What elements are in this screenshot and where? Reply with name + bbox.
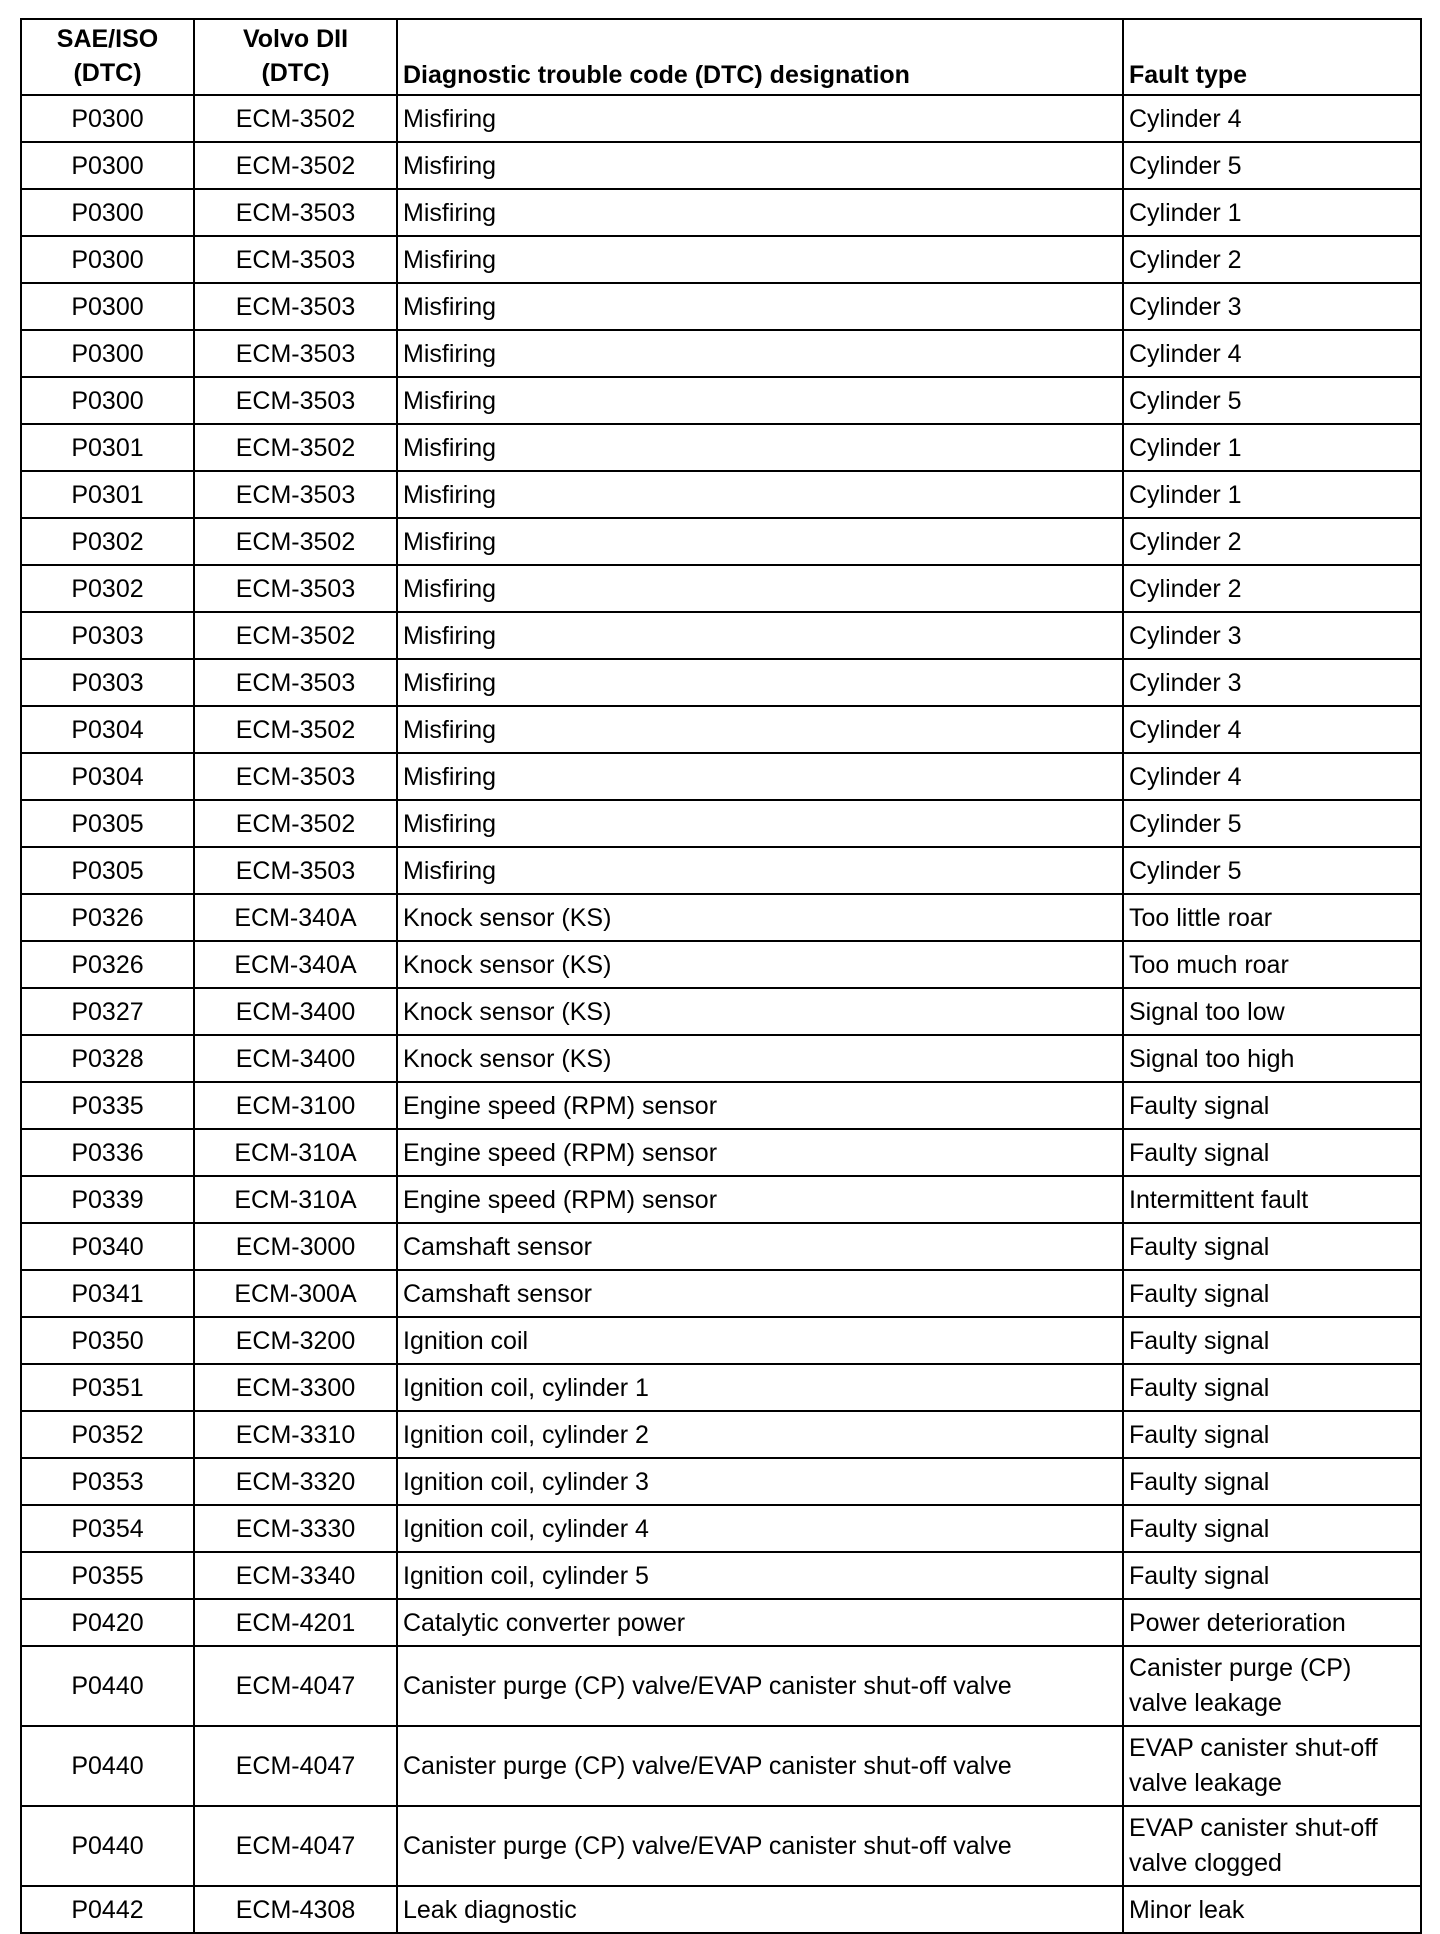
cell-designation: Misfiring bbox=[397, 659, 1123, 706]
cell-designation: Engine speed (RPM) sensor bbox=[397, 1082, 1123, 1129]
cell-volvo-dii-dtc: ECM-3000 bbox=[194, 1223, 397, 1270]
cell-sae-iso-dtc: P0354 bbox=[21, 1505, 194, 1552]
cell-fault-type: Faulty signal bbox=[1123, 1552, 1421, 1599]
cell-designation: Misfiring bbox=[397, 800, 1123, 847]
table-body bbox=[21, 95, 1421, 1933]
cell-volvo-dii-dtc: ECM-340A bbox=[194, 894, 397, 941]
cell-sae-iso-dtc: P0352 bbox=[21, 1411, 194, 1458]
header-volvo-line2: (DTC) bbox=[261, 59, 330, 87]
cell-volvo-dii-dtc: ECM-3502 bbox=[194, 518, 397, 565]
cell-volvo-dii-dtc: ECM-4308 bbox=[194, 1886, 397, 1933]
table-row bbox=[21, 941, 1421, 988]
cell-designation: Engine speed (RPM) sensor bbox=[397, 1176, 1123, 1223]
cell-designation: Misfiring bbox=[397, 95, 1123, 142]
cell-volvo-dii-dtc: ECM-3503 bbox=[194, 753, 397, 800]
cell-designation: Ignition coil, cylinder 5 bbox=[397, 1552, 1123, 1599]
table-row bbox=[21, 377, 1421, 424]
cell-volvo-dii-dtc: ECM-3503 bbox=[194, 189, 397, 236]
cell-volvo-dii-dtc: ECM-3503 bbox=[194, 471, 397, 518]
cell-sae-iso-dtc: P0326 bbox=[21, 894, 194, 941]
cell-sae-iso-dtc: P0440 bbox=[21, 1806, 194, 1886]
table-row bbox=[21, 1035, 1421, 1082]
table-row bbox=[21, 1806, 1421, 1886]
cell-fault-type: Cylinder 5 bbox=[1123, 377, 1421, 424]
cell-sae-iso-dtc: P0336 bbox=[21, 1129, 194, 1176]
cell-sae-iso-dtc: P0300 bbox=[21, 377, 194, 424]
cell-sae-iso-dtc: P0442 bbox=[21, 1886, 194, 1933]
cell-designation: Ignition coil, cylinder 1 bbox=[397, 1364, 1123, 1411]
cell-volvo-dii-dtc: ECM-3502 bbox=[194, 142, 397, 189]
cell-sae-iso-dtc: P0353 bbox=[21, 1458, 194, 1505]
table-row bbox=[21, 471, 1421, 518]
cell-volvo-dii-dtc: ECM-3400 bbox=[194, 1035, 397, 1082]
cell-fault-type: Too much roar bbox=[1123, 941, 1421, 988]
cell-designation: Misfiring bbox=[397, 706, 1123, 753]
cell-sae-iso-dtc: P0305 bbox=[21, 800, 194, 847]
table-row bbox=[21, 189, 1421, 236]
cell-designation: Camshaft sensor bbox=[397, 1223, 1123, 1270]
cell-sae-iso-dtc: P0300 bbox=[21, 283, 194, 330]
cell-fault-type: Faulty signal bbox=[1123, 1364, 1421, 1411]
cell-fault-type: Intermittent fault bbox=[1123, 1176, 1421, 1223]
table-row bbox=[21, 988, 1421, 1035]
cell-designation: Camshaft sensor bbox=[397, 1270, 1123, 1317]
cell-designation: Ignition coil, cylinder 2 bbox=[397, 1411, 1123, 1458]
cell-fault-type: Cylinder 4 bbox=[1123, 330, 1421, 377]
cell-sae-iso-dtc: P0303 bbox=[21, 612, 194, 659]
cell-designation: Misfiring bbox=[397, 471, 1123, 518]
cell-designation: Misfiring bbox=[397, 565, 1123, 612]
cell-designation: Misfiring bbox=[397, 236, 1123, 283]
cell-volvo-dii-dtc: ECM-4201 bbox=[194, 1599, 397, 1646]
cell-volvo-dii-dtc: ECM-3503 bbox=[194, 236, 397, 283]
header-row bbox=[21, 19, 1421, 95]
table-row bbox=[21, 800, 1421, 847]
cell-sae-iso-dtc: P0303 bbox=[21, 659, 194, 706]
table-row bbox=[21, 424, 1421, 471]
header-volvo-dii-dtc bbox=[194, 19, 397, 95]
cell-volvo-dii-dtc: ECM-3503 bbox=[194, 283, 397, 330]
header-sae-iso-dtc bbox=[21, 19, 194, 95]
cell-sae-iso-dtc: P0300 bbox=[21, 236, 194, 283]
cell-fault-type: Faulty signal bbox=[1123, 1458, 1421, 1505]
cell-sae-iso-dtc: P0328 bbox=[21, 1035, 194, 1082]
cell-sae-iso-dtc: P0327 bbox=[21, 988, 194, 1035]
cell-fault-type: Canister purge (CP) valve leakage bbox=[1123, 1646, 1421, 1726]
cell-designation: Misfiring bbox=[397, 377, 1123, 424]
table-row bbox=[21, 1646, 1421, 1726]
cell-fault-type: EVAP canister shut-off valve leakage bbox=[1123, 1726, 1421, 1806]
table-row bbox=[21, 659, 1421, 706]
cell-sae-iso-dtc: P0340 bbox=[21, 1223, 194, 1270]
table-row bbox=[21, 1176, 1421, 1223]
cell-volvo-dii-dtc: ECM-310A bbox=[194, 1129, 397, 1176]
header-volvo-line1: Volvo DII bbox=[242, 25, 349, 53]
cell-volvo-dii-dtc: ECM-3200 bbox=[194, 1317, 397, 1364]
dtc-table bbox=[20, 18, 1422, 1934]
cell-sae-iso-dtc: P0305 bbox=[21, 847, 194, 894]
table-header bbox=[21, 19, 1421, 95]
header-fault-type: Fault type bbox=[1123, 19, 1421, 95]
table-row bbox=[21, 518, 1421, 565]
cell-designation: Canister purge (CP) valve/EVAP canister shut-off valve bbox=[397, 1726, 1123, 1806]
table-row bbox=[21, 1458, 1421, 1505]
cell-volvo-dii-dtc: ECM-3502 bbox=[194, 95, 397, 142]
cell-designation: Leak diagnostic bbox=[397, 1886, 1123, 1933]
cell-fault-type: Signal too low bbox=[1123, 988, 1421, 1035]
table-row bbox=[21, 1223, 1421, 1270]
cell-fault-type: Cylinder 4 bbox=[1123, 95, 1421, 142]
cell-fault-type: Minor leak bbox=[1123, 1886, 1421, 1933]
cell-designation: Misfiring bbox=[397, 612, 1123, 659]
table-row bbox=[21, 236, 1421, 283]
cell-fault-type: Cylinder 3 bbox=[1123, 283, 1421, 330]
cell-sae-iso-dtc: P0355 bbox=[21, 1552, 194, 1599]
cell-sae-iso-dtc: P0304 bbox=[21, 753, 194, 800]
cell-designation: Misfiring bbox=[397, 753, 1123, 800]
cell-sae-iso-dtc: P0420 bbox=[21, 1599, 194, 1646]
table-row bbox=[21, 142, 1421, 189]
cell-designation: Canister purge (CP) valve/EVAP canister shut-off valve bbox=[397, 1646, 1123, 1726]
cell-fault-type: Cylinder 3 bbox=[1123, 659, 1421, 706]
cell-volvo-dii-dtc: ECM-3502 bbox=[194, 800, 397, 847]
cell-fault-type: Faulty signal bbox=[1123, 1129, 1421, 1176]
cell-designation: Misfiring bbox=[397, 330, 1123, 377]
cell-sae-iso-dtc: P0301 bbox=[21, 471, 194, 518]
table-row bbox=[21, 1599, 1421, 1646]
cell-sae-iso-dtc: P0304 bbox=[21, 706, 194, 753]
table-row bbox=[21, 1317, 1421, 1364]
table-row bbox=[21, 612, 1421, 659]
cell-fault-type: Faulty signal bbox=[1123, 1223, 1421, 1270]
cell-fault-type: Faulty signal bbox=[1123, 1270, 1421, 1317]
cell-designation: Misfiring bbox=[397, 283, 1123, 330]
cell-fault-type: Too little roar bbox=[1123, 894, 1421, 941]
table-row bbox=[21, 1082, 1421, 1129]
cell-volvo-dii-dtc: ECM-3503 bbox=[194, 377, 397, 424]
table-row bbox=[21, 847, 1421, 894]
cell-volvo-dii-dtc: ECM-340A bbox=[194, 941, 397, 988]
cell-volvo-dii-dtc: ECM-3503 bbox=[194, 847, 397, 894]
cell-designation: Misfiring bbox=[397, 189, 1123, 236]
table-row bbox=[21, 706, 1421, 753]
cell-sae-iso-dtc: P0440 bbox=[21, 1726, 194, 1806]
cell-designation: Misfiring bbox=[397, 142, 1123, 189]
cell-volvo-dii-dtc: ECM-3502 bbox=[194, 424, 397, 471]
cell-volvo-dii-dtc: ECM-3502 bbox=[194, 706, 397, 753]
cell-volvo-dii-dtc: ECM-3330 bbox=[194, 1505, 397, 1552]
table-row bbox=[21, 283, 1421, 330]
cell-sae-iso-dtc: P0300 bbox=[21, 142, 194, 189]
table-row bbox=[21, 1364, 1421, 1411]
cell-volvo-dii-dtc: ECM-3503 bbox=[194, 565, 397, 612]
cell-fault-type: Faulty signal bbox=[1123, 1505, 1421, 1552]
cell-designation: Misfiring bbox=[397, 424, 1123, 471]
cell-sae-iso-dtc: P0326 bbox=[21, 941, 194, 988]
cell-volvo-dii-dtc: ECM-3100 bbox=[194, 1082, 397, 1129]
cell-fault-type: Cylinder 3 bbox=[1123, 612, 1421, 659]
cell-sae-iso-dtc: P0341 bbox=[21, 1270, 194, 1317]
table-row bbox=[21, 1270, 1421, 1317]
cell-fault-type: Cylinder 2 bbox=[1123, 236, 1421, 283]
cell-fault-type: Cylinder 2 bbox=[1123, 565, 1421, 612]
cell-sae-iso-dtc: P0339 bbox=[21, 1176, 194, 1223]
cell-designation: Knock sensor (KS) bbox=[397, 1035, 1123, 1082]
cell-designation: Catalytic converter power bbox=[397, 1599, 1123, 1646]
cell-sae-iso-dtc: P0302 bbox=[21, 565, 194, 612]
table-row bbox=[21, 1129, 1421, 1176]
cell-volvo-dii-dtc: ECM-3300 bbox=[194, 1364, 397, 1411]
cell-fault-type: Faulty signal bbox=[1123, 1317, 1421, 1364]
cell-fault-type: Cylinder 5 bbox=[1123, 142, 1421, 189]
table-row bbox=[21, 1552, 1421, 1599]
table-row bbox=[21, 753, 1421, 800]
cell-fault-type: Cylinder 2 bbox=[1123, 518, 1421, 565]
cell-fault-type: Cylinder 5 bbox=[1123, 800, 1421, 847]
cell-fault-type: Faulty signal bbox=[1123, 1082, 1421, 1129]
header-sae-line1: SAE/ISO bbox=[56, 25, 159, 53]
cell-volvo-dii-dtc: ECM-3340 bbox=[194, 1552, 397, 1599]
cell-designation: Engine speed (RPM) sensor bbox=[397, 1129, 1123, 1176]
cell-fault-type: Power deterioration bbox=[1123, 1599, 1421, 1646]
cell-designation: Misfiring bbox=[397, 518, 1123, 565]
cell-designation: Ignition coil, cylinder 4 bbox=[397, 1505, 1123, 1552]
cell-fault-type: Cylinder 1 bbox=[1123, 424, 1421, 471]
cell-designation: Knock sensor (KS) bbox=[397, 988, 1123, 1035]
cell-volvo-dii-dtc: ECM-3310 bbox=[194, 1411, 397, 1458]
cell-designation: Knock sensor (KS) bbox=[397, 894, 1123, 941]
cell-designation: Canister purge (CP) valve/EVAP canister shut-off valve bbox=[397, 1806, 1123, 1886]
table-row bbox=[21, 1411, 1421, 1458]
cell-sae-iso-dtc: P0440 bbox=[21, 1646, 194, 1726]
table-row bbox=[21, 95, 1421, 142]
table-row bbox=[21, 565, 1421, 612]
cell-fault-type: Cylinder 1 bbox=[1123, 471, 1421, 518]
cell-designation: Ignition coil, cylinder 3 bbox=[397, 1458, 1123, 1505]
cell-fault-type: Cylinder 4 bbox=[1123, 753, 1421, 800]
cell-fault-type: EVAP canister shut-off valve clogged bbox=[1123, 1806, 1421, 1886]
table-row bbox=[21, 894, 1421, 941]
cell-volvo-dii-dtc: ECM-3320 bbox=[194, 1458, 397, 1505]
table-row bbox=[21, 1726, 1421, 1806]
cell-volvo-dii-dtc: ECM-3400 bbox=[194, 988, 397, 1035]
cell-sae-iso-dtc: P0300 bbox=[21, 330, 194, 377]
table-row bbox=[21, 330, 1421, 377]
cell-volvo-dii-dtc: ECM-4047 bbox=[194, 1646, 397, 1726]
header-sae-line2: (DTC) bbox=[73, 59, 142, 87]
cell-volvo-dii-dtc: ECM-4047 bbox=[194, 1726, 397, 1806]
cell-designation: Ignition coil bbox=[397, 1317, 1123, 1364]
cell-volvo-dii-dtc: ECM-300A bbox=[194, 1270, 397, 1317]
cell-sae-iso-dtc: P0351 bbox=[21, 1364, 194, 1411]
cell-sae-iso-dtc: P0350 bbox=[21, 1317, 194, 1364]
header-designation: Diagnostic trouble code (DTC) designation bbox=[397, 19, 1123, 95]
cell-fault-type: Signal too high bbox=[1123, 1035, 1421, 1082]
cell-sae-iso-dtc: P0335 bbox=[21, 1082, 194, 1129]
cell-fault-type: Cylinder 4 bbox=[1123, 706, 1421, 753]
cell-fault-type: Cylinder 1 bbox=[1123, 189, 1421, 236]
cell-volvo-dii-dtc: ECM-3503 bbox=[194, 659, 397, 706]
cell-fault-type: Cylinder 5 bbox=[1123, 847, 1421, 894]
cell-designation: Knock sensor (KS) bbox=[397, 941, 1123, 988]
cell-fault-type: Faulty signal bbox=[1123, 1411, 1421, 1458]
cell-sae-iso-dtc: P0302 bbox=[21, 518, 194, 565]
table-row bbox=[21, 1505, 1421, 1552]
cell-sae-iso-dtc: P0300 bbox=[21, 95, 194, 142]
cell-volvo-dii-dtc: ECM-4047 bbox=[194, 1806, 397, 1886]
cell-volvo-dii-dtc: ECM-3503 bbox=[194, 330, 397, 377]
cell-volvo-dii-dtc: ECM-310A bbox=[194, 1176, 397, 1223]
cell-sae-iso-dtc: P0300 bbox=[21, 189, 194, 236]
cell-sae-iso-dtc: P0301 bbox=[21, 424, 194, 471]
cell-designation: Misfiring bbox=[397, 847, 1123, 894]
cell-volvo-dii-dtc: ECM-3502 bbox=[194, 612, 397, 659]
